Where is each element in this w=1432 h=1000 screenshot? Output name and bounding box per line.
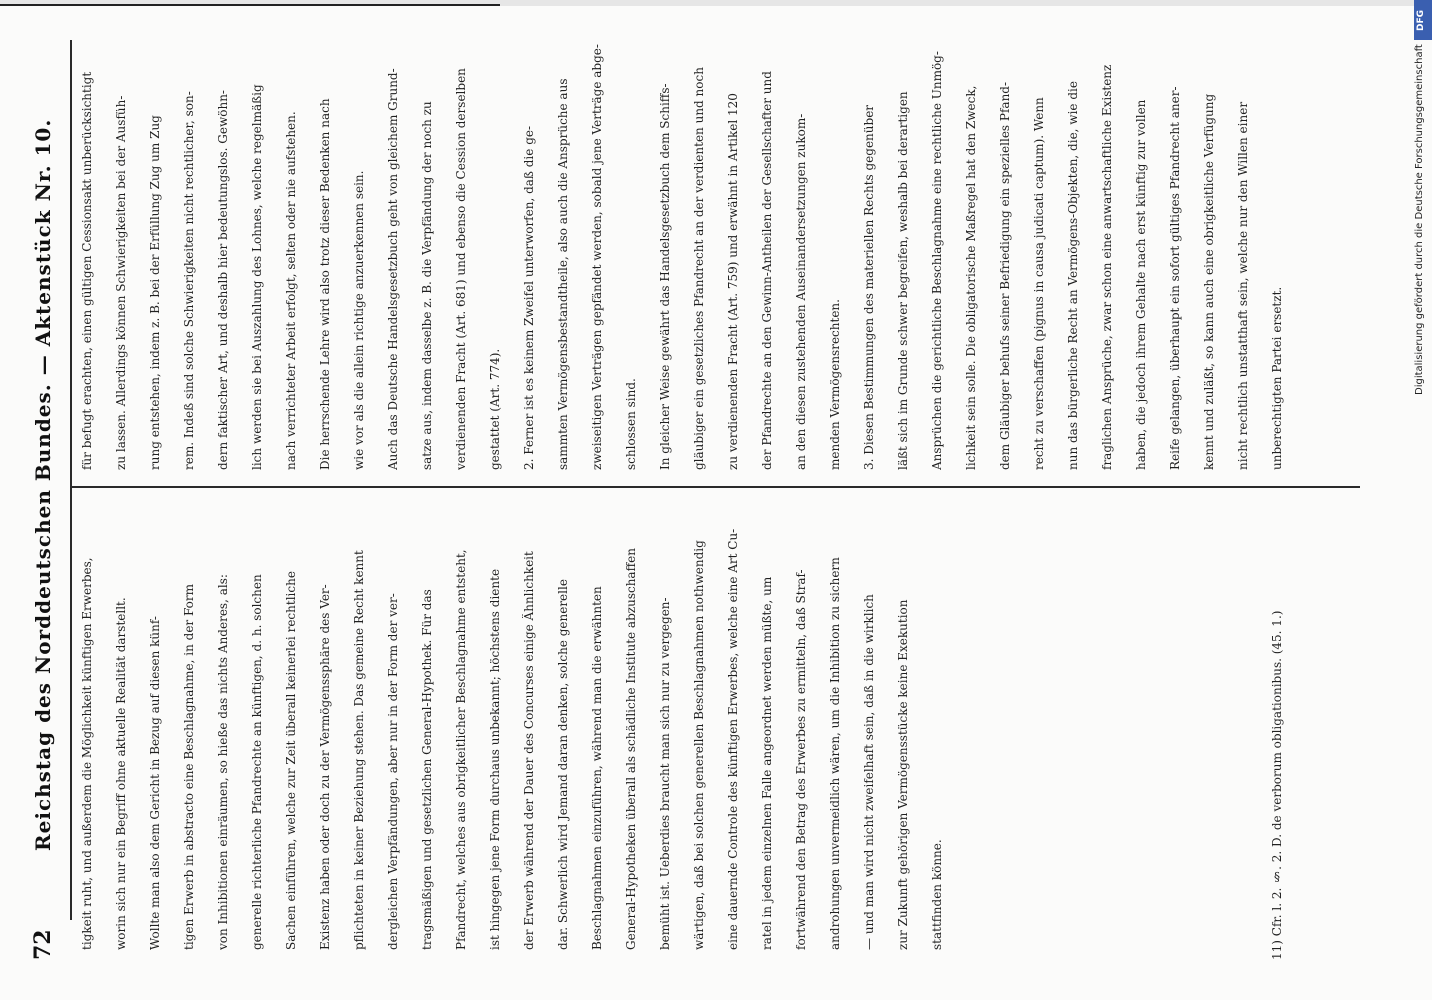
text-line: Reife gelangen, überhaupt ein sofort gültiges Pfandrecht aner-	[1168, 86, 1182, 470]
text-line: gläubiger ein gesetzliches Pfandrecht an der verdienten und noch	[692, 67, 706, 470]
text-line: zweiseitigen Verträgen gepfändet werden, sobald jene Verträge abge-	[590, 44, 604, 470]
text-line: Die herrschende Lehre wird also trotz dieser Bedenken nach	[318, 98, 332, 470]
text-line: gestattet (Art. 774).	[488, 348, 502, 470]
page-number: 72	[30, 929, 56, 960]
text-line: ratel in jedem einzelnen Falle angeordnet werden müßte, um	[760, 576, 774, 950]
text-line: zur Zukunft gehörigen Vermögensstücke keine Exekution	[896, 599, 910, 950]
text-line: lich werden sie bei Auszahlung des Lohnes, welche regelmäßig	[250, 84, 264, 470]
text-line: wärtigen, daß bei solchen generellen Beschlagnahmen nothwendig	[692, 540, 706, 950]
text-line: generelle richterliche Pfandrechte an künftigen, d. h. solchen	[250, 574, 264, 950]
header-rule	[70, 40, 72, 920]
text-line: zu verdienenden Fracht (Art. 759) und erwähnt in Artikel 120	[726, 93, 740, 470]
text-line: Beschlagnahmen einzuführen, während man die erwähnten	[590, 586, 604, 950]
text-line: läßt sich im Grunde schwer begreifen, weshalb bei derartigen	[896, 91, 910, 470]
text-line: der Pfandrechte an den Gewinn-Antheilen der Gesellschafter und	[760, 71, 774, 470]
text-line: tigen Erwerb in abstracto eine Beschlagnahme, in der Form	[182, 584, 196, 950]
text-line: Sachen einführen, welche zur Zeit überall keinerlei rechtliche	[284, 571, 298, 950]
text-line: kennt und zuläßt, so kann auch eine obrigkeitliche Verfügung	[1202, 93, 1216, 470]
left-column	[80, 40, 1360, 480]
running-title: Reichstag des Norddeutschen Bundes. — Aktenstück Nr. 10.	[31, 118, 55, 851]
text-line: nach verrichteter Arbeit erfolgt, selten oder nie aufstehen.	[284, 111, 298, 470]
text-line: General-Hypotheken überall als schädliche Institute abzuschaffen	[624, 548, 638, 950]
text-line: Auch das Deutsche Handelsgesetzbuch geht von gleichem Grund-	[386, 68, 400, 470]
text-line: rem. Indeß sind solche Schwierigkeiten nicht rechtlicher, son-	[182, 91, 196, 470]
text-line: 3. Diesen Bestimmungen des materiellen Rechts gegenüber	[862, 104, 876, 470]
text-line: wie vor als die allein richtige anzuerkennen sein.	[352, 170, 366, 470]
text-line: dar. Schwerlich wird Jemand daran denken, solche generelle	[556, 579, 570, 950]
column-divider	[70, 486, 1360, 488]
text-line: für befugt erachten, einen gültigen Cessionsakt unberücksichtigt	[80, 71, 94, 470]
scan-edge-mark	[0, 4, 500, 6]
text-line: Ansprüchen die gerichtliche Beschlagnahme eine rechtliche Unmög-	[930, 51, 944, 470]
text-line: tigkeit ruht, und außerdem die Möglichkeit künftigen Erwerbes,	[80, 557, 94, 950]
digitization-credit: Digitalisierung gefördert durch die Deutsche Forschungsgemeinschaft	[1414, 44, 1425, 395]
text-line: verdienenden Fracht (Art. 681) und ebenso die Cession derselben	[454, 68, 468, 470]
right-column	[80, 500, 1360, 960]
text-line: der Erwerb während der Dauer des Concurses einige Ähnlichkeit	[522, 551, 536, 950]
text-line: nun das bürgerliche Recht an Vermögens-Objekten, die, wie die	[1066, 81, 1080, 470]
text-line: — und man wird nicht zweifelhaft sein, daß in die wirklich	[862, 594, 876, 950]
footnote: 11) Cfr. l. 2. §. 2. D. de verborum obligationibus. (45. 1.)	[1270, 610, 1284, 960]
text-line: schlossen sind.	[624, 378, 638, 470]
text-line: In gleicher Weise gewährt das Handelsgesetzbuch dem Schiffs-	[658, 83, 672, 470]
text-line: zu lassen. Allerdings können Schwierigkeiten bei der Ausfüh-	[114, 95, 128, 470]
text-line: dergleichen Verpfändungen, aber nur in der Form der ver-	[386, 593, 400, 950]
text-line: dern faktischer Art, und deshalb hier bedeutungslos. Gewöhn-	[216, 90, 230, 470]
text-line: lichkeit sein solle. Die obligatorische Maßregel hat den Zweck,	[964, 85, 978, 470]
text-line: unberechtigten Partei ersetzt.	[1270, 286, 1284, 470]
text-line: fraglichen Ansprüche, zwar schon eine anwartschaftliche Existenz	[1100, 64, 1114, 470]
text-line: sammten Vermögensbestandtheile, also auch die Ansprüche aus	[556, 78, 570, 470]
text-line: ist hingegen jene Form durchaus unbekannt; höchstens diente	[488, 568, 502, 950]
text-line: Wollte man also dem Gericht in Bezug auf diesen künf-	[148, 616, 162, 950]
text-line: an den diesen zustehenden Auseinandersetzungen zukom-	[794, 113, 808, 470]
text-line: Existenz haben oder doch zu der Vermögenssphäre des Ver-	[318, 584, 332, 950]
text-line: menden Vermögensrechten.	[828, 299, 842, 470]
text-line: pflichteten in keiner Beziehung stehen. Das gemeine Recht kennt	[352, 550, 366, 950]
text-line: tragsmäßigen und gesetzlichen General-Hypothek. Für das	[420, 589, 434, 950]
text-line: von Inhibitionen einräumen, so hieße das nichts Anderes, als:	[216, 574, 230, 950]
page-header	[28, 40, 58, 960]
text-line: 2. Ferner ist es keinem Zweifel unterworfen, daß die ge-	[522, 125, 536, 470]
dfg-badge-label: DFG	[1416, 9, 1426, 31]
text-line: fortwährend den Betrag des Erwerbes zu ermitteln, daß Straf-	[794, 569, 808, 950]
text-line: recht zu verschaffen (pignus in causa judicati captum). Wenn	[1032, 97, 1046, 470]
text-line: satze aus, indem dasselbe z. B. die Verpfändung der noch zu	[420, 101, 434, 470]
text-line: dem Gläubiger behufs seiner Befriedigung ein spezielles Pfand-	[998, 81, 1012, 470]
text-line: androhungen unvermeidlich wären, um die Inhibition zu sichern	[828, 557, 842, 950]
text-line: worin sich nur ein Begriff ohne aktuelle Realität darstellt.	[114, 597, 128, 950]
text-line: haben, die jedoch ihrem Gehalte nach erst künftig zur vollen	[1134, 99, 1148, 470]
text-line: stattfinden könne.	[930, 839, 944, 950]
text-line: nicht rechtlich unstatthaft sein, welche nur den Willen einer	[1236, 101, 1250, 470]
text-line: rung entstehen, indem z. B. bei der Erfüllung Zug um Zug	[148, 115, 162, 470]
text-line: eine dauernde Controle des künftigen Erwerbes, welche eine Art Cu-	[726, 528, 740, 950]
text-line: Pfandrecht, welches aus obrigkeitlicher Beschlagnahme entsteht,	[454, 549, 468, 950]
text-line: bemüht ist. Ueberdies braucht man sich nur zu vergegen-	[658, 597, 672, 950]
